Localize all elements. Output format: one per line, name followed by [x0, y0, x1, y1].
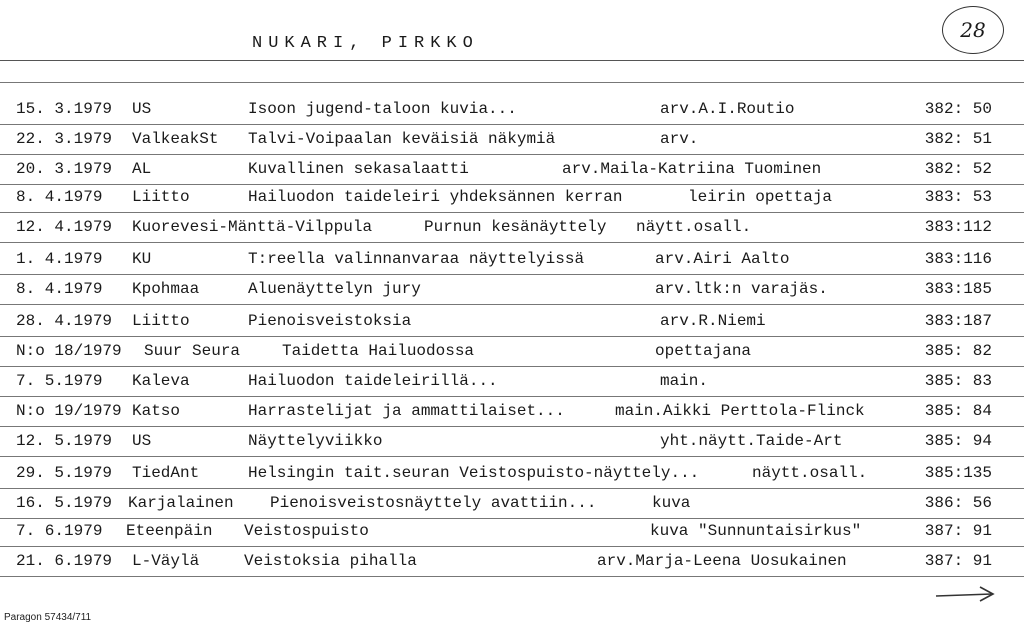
- entry-row: [0, 212, 1024, 242]
- entry-publication: ValkeakSt: [132, 130, 219, 148]
- entry-note: arv.R.Niemi: [660, 312, 766, 330]
- entry-ref: 383:112: [924, 218, 992, 236]
- entry-date: 15. 3.1979: [16, 100, 113, 118]
- entry-ref: 382: 50: [924, 100, 992, 118]
- entry-publication: Suur Seura: [144, 342, 241, 360]
- entry-row: [0, 244, 1024, 274]
- entry-row: [0, 182, 1024, 212]
- entry-note: kuva: [652, 494, 691, 512]
- entry-row: [0, 94, 1024, 124]
- entry-ref: 383:187: [924, 312, 992, 330]
- entry-title: Helsingin tait.seuran Veistospuisto-näyttely...: [248, 464, 700, 482]
- entry-note: arv.: [660, 130, 699, 148]
- entry-ref: 383:116: [924, 250, 992, 268]
- entry-publication: US: [132, 100, 152, 118]
- entry-note: opettajana: [655, 342, 752, 360]
- entry-title: Veistospuisto: [244, 522, 369, 540]
- entry-title: Purnun kesänäyttely: [424, 218, 607, 236]
- entry-publication: L-Väylä: [132, 552, 200, 570]
- entry-publication: US: [132, 432, 152, 450]
- entry-date: 8. 4.1979: [16, 280, 103, 298]
- entry-publication: Katso: [132, 402, 181, 420]
- entry-note: näytt.osall.: [752, 464, 868, 482]
- row-rule: [0, 242, 1024, 243]
- entry-note: arv.Maila-Katriina Tuominen: [562, 160, 822, 178]
- entry-ref: 385: 84: [924, 402, 992, 420]
- entry-row: [0, 336, 1024, 366]
- entry-title: Hailuodon taideleirillä...: [248, 372, 498, 390]
- entry-note: main.Aikki Perttola-Flinck: [615, 402, 865, 420]
- entry-date: 12. 4.1979: [16, 218, 113, 236]
- entry-note: arv.ltk:n varajäs.: [655, 280, 828, 298]
- header-rule-2: [0, 82, 1024, 83]
- print-mark: Paragon 57434/711: [4, 612, 92, 623]
- entry-publication: AL: [132, 160, 152, 178]
- entry-date: 8. 4.1979: [16, 188, 103, 206]
- entry-row: [0, 396, 1024, 426]
- entry-title: Kuvallinen sekasalaatti: [248, 160, 469, 178]
- entry-ref: 385: 94: [924, 432, 992, 450]
- entry-title: Harrastelijat ja ammattilaiset...: [248, 402, 565, 420]
- entry-ref: 385: 83: [924, 372, 992, 390]
- entry-publication: Karjalainen: [128, 494, 234, 512]
- entry-note: main.: [660, 372, 709, 390]
- entry-note: näytt.osall.: [636, 218, 752, 236]
- entry-publication: Kpohmaa: [132, 280, 200, 298]
- entry-row: [0, 546, 1024, 576]
- card-number: 28: [960, 18, 986, 42]
- entry-row: [0, 488, 1024, 518]
- entry-row: [0, 458, 1024, 488]
- entry-title: Talvi-Voipaalan keväisiä näkymiä: [248, 130, 556, 148]
- entry-publication: Liitto: [132, 312, 190, 330]
- entry-note: yht.näytt.Taide-Art: [660, 432, 843, 450]
- entry-publication: Kaleva: [132, 372, 190, 390]
- row-rule: [0, 304, 1024, 305]
- entry-ref: 383:185: [924, 280, 992, 298]
- entry-publication: Liitto: [132, 188, 190, 206]
- entry-title: Pienoisveistosnäyttely avattiin...: [270, 494, 597, 512]
- entry-title: Aluenäyttelyn jury: [248, 280, 421, 298]
- entry-title: Taidetta Hailuodossa: [282, 342, 475, 360]
- entry-date: N:o 19/1979: [16, 402, 122, 420]
- entry-title: Veistoksia pihalla: [244, 552, 417, 570]
- entry-note: leirin opettaja: [688, 188, 833, 206]
- entry-ref: 382: 52: [924, 160, 992, 178]
- entry-row: [0, 274, 1024, 304]
- entry-date: 7. 6.1979: [16, 522, 103, 540]
- entry-note: arv.Marja-Leena Uosukainen: [597, 552, 847, 570]
- entry-ref: 387: 91: [924, 552, 992, 570]
- entry-date: 20. 3.1979: [16, 160, 113, 178]
- entry-row: [0, 306, 1024, 336]
- entry-title: Hailuodon taideleiri yhdeksännen kerran: [248, 188, 623, 206]
- entry-ref: 387: 91: [924, 522, 992, 540]
- entry-ref: 386: 56: [924, 494, 992, 512]
- entry-publication: TiedAnt: [132, 464, 200, 482]
- entry-date: 7. 5.1979: [16, 372, 103, 390]
- entry-row: [0, 124, 1024, 154]
- entry-ref: 385: 82: [924, 342, 992, 360]
- entry-row: [0, 516, 1024, 546]
- entry-publication: Kuorevesi-Mänttä-Vilppula: [132, 218, 373, 236]
- entry-title: T:reella valinnanvaraa näyttelyissä: [248, 250, 585, 268]
- entry-ref: 383: 53: [924, 188, 992, 206]
- entry-date: 1. 4.1979: [16, 250, 103, 268]
- entry-ref: 385:135: [924, 464, 992, 482]
- entry-publication: KU: [132, 250, 152, 268]
- entry-note: kuva "Sunnuntaisirkus": [650, 522, 862, 540]
- entry-date: 12. 5.1979: [16, 432, 113, 450]
- entry-date: 22. 3.1979: [16, 130, 113, 148]
- entry-note: arv.A.I.Routio: [660, 100, 795, 118]
- card-number-circle: [942, 6, 1004, 54]
- entry-date: 28. 4.1979: [16, 312, 113, 330]
- entry-publication: Eteenpäin: [126, 522, 213, 540]
- entry-row: [0, 154, 1024, 184]
- header-rule: [0, 60, 1024, 61]
- entry-date: 29. 5.1979: [16, 464, 113, 482]
- entry-date: 16. 5.1979: [16, 494, 113, 512]
- entry-title: Pienoisveistoksia: [248, 312, 412, 330]
- entry-note: arv.Airi Aalto: [655, 250, 790, 268]
- entry-title: Näyttelyviikko: [248, 432, 383, 450]
- entry-row: [0, 426, 1024, 456]
- entry-row: [0, 366, 1024, 396]
- entry-date: N:o 18/1979: [16, 342, 122, 360]
- entry-title: Isoon jugend-taloon kuvia...: [248, 100, 517, 118]
- entry-date: 21. 6.1979: [16, 552, 113, 570]
- entry-ref: 382: 51: [924, 130, 992, 148]
- card-name: NUKARI, PIRKKO: [252, 34, 479, 53]
- continue-arrow-icon: [934, 584, 998, 606]
- row-rule: [0, 576, 1024, 577]
- row-rule: [0, 456, 1024, 457]
